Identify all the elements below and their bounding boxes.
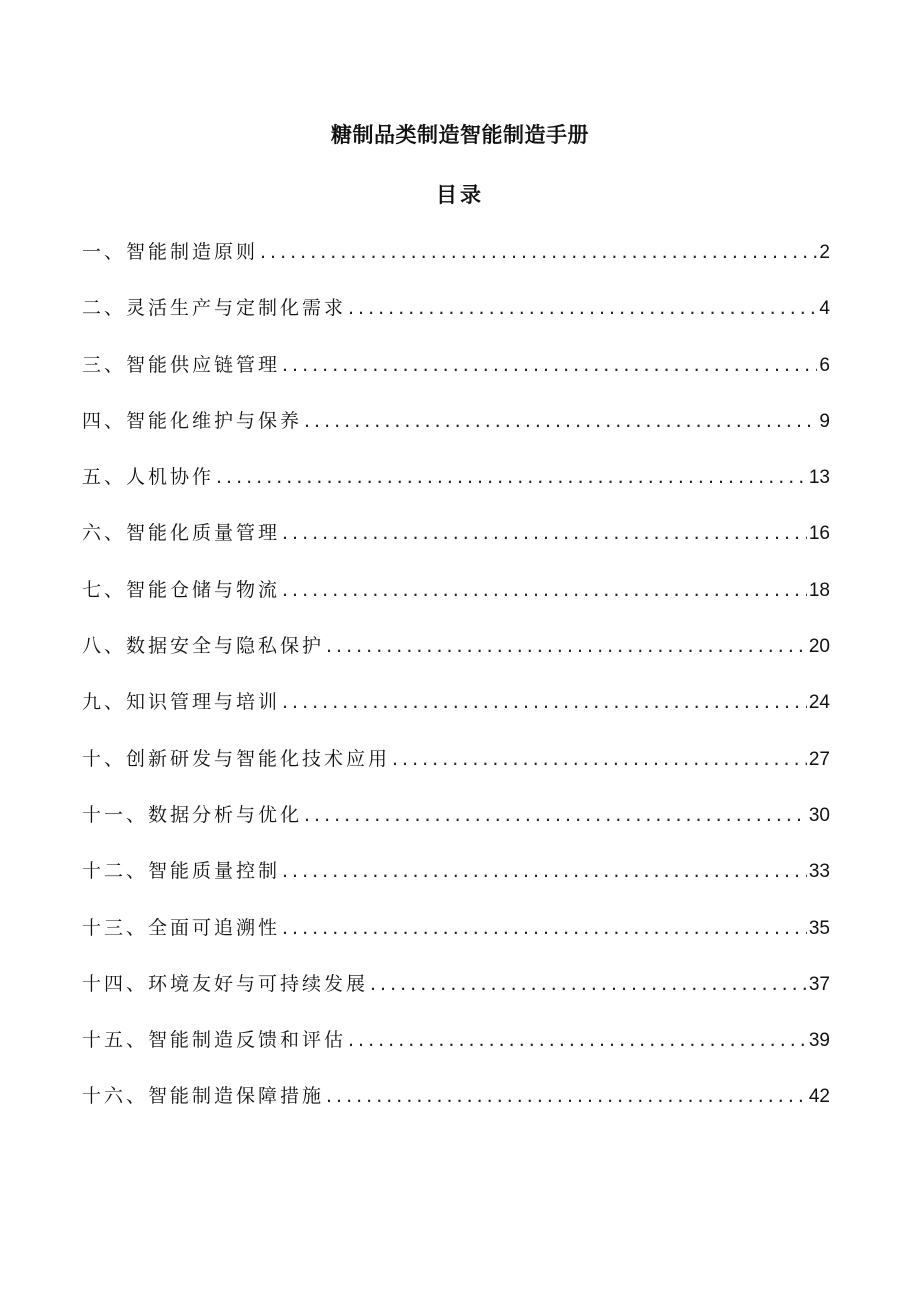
dot-leader	[370, 970, 807, 998]
toc-entry-page: 30	[808, 804, 830, 826]
toc-entry[interactable]	[82, 407, 830, 463]
toc-entry[interactable]	[82, 519, 830, 575]
toc-entry-label: 十一、数据分析与优化	[82, 803, 303, 826]
toc-entry[interactable]	[82, 857, 830, 913]
toc-entry[interactable]	[82, 1082, 830, 1138]
table-of-contents	[82, 238, 830, 1139]
dot-leader	[326, 632, 807, 660]
toc-entry-label: 十三、全面可追溯性	[82, 916, 281, 939]
toc-entry-page: 6	[819, 354, 830, 376]
toc-entry-page: 42	[808, 1086, 830, 1108]
toc-entry-label: 二、灵活生产与定制化需求	[82, 297, 347, 320]
toc-entry[interactable]	[82, 914, 830, 970]
toc-entry-label: 七、智能仓储与物流	[82, 578, 281, 601]
dot-leader	[282, 688, 807, 716]
document-title: 糖制品类制造智能制造手册	[331, 123, 589, 147]
toc-entry[interactable]	[82, 632, 830, 688]
dot-leader	[348, 294, 817, 322]
toc-entry[interactable]	[82, 238, 830, 294]
dot-leader	[304, 407, 817, 435]
toc-entry-page: 13	[808, 467, 830, 489]
toc-entry-page: 16	[808, 523, 830, 545]
toc-entry-page: 33	[808, 861, 830, 883]
toc-entry[interactable]	[82, 801, 830, 857]
toc-entry[interactable]	[82, 463, 830, 519]
dot-leader	[304, 801, 807, 829]
dot-leader	[216, 463, 807, 491]
toc-entry-label: 五、人机协作	[82, 466, 215, 489]
toc-entry-page: 9	[819, 410, 830, 432]
toc-heading: 目录	[436, 183, 484, 207]
toc-entry-page: 24	[808, 692, 830, 714]
toc-entry[interactable]	[82, 294, 830, 350]
toc-entry[interactable]	[82, 351, 830, 407]
dot-leader	[392, 745, 807, 773]
dot-leader	[348, 1026, 807, 1054]
toc-entry-label: 四、智能化维护与保养	[82, 409, 303, 432]
toc-entry-label: 十五、智能制造反馈和评估	[82, 1029, 347, 1052]
toc-entry[interactable]	[82, 576, 830, 632]
toc-entry-page: 35	[808, 917, 830, 939]
dot-leader	[260, 238, 817, 266]
toc-entry-label: 九、知识管理与培训	[82, 691, 281, 714]
toc-entry-page: 18	[808, 579, 830, 601]
toc-entry-label: 十四、环境友好与可持续发展	[82, 972, 369, 995]
toc-entry-page: 37	[808, 973, 830, 995]
toc-entry-label: 三、智能供应链管理	[82, 353, 281, 376]
dot-leader	[282, 914, 807, 942]
toc-entry[interactable]	[82, 745, 830, 801]
toc-entry[interactable]	[82, 970, 830, 1026]
toc-entry-label: 十、创新研发与智能化技术应用	[82, 747, 391, 770]
dot-leader	[326, 1082, 807, 1110]
dot-leader	[282, 857, 807, 885]
toc-entry-page: 27	[808, 748, 830, 770]
toc-entry-page: 2	[819, 242, 830, 263]
dot-leader	[282, 519, 807, 547]
toc-entry-label: 六、智能化质量管理	[82, 522, 281, 545]
toc-entry-label: 十六、智能制造保障措施	[82, 1085, 325, 1108]
toc-entry[interactable]	[82, 1026, 830, 1082]
toc-entry-label: 八、数据安全与隐私保护	[82, 635, 325, 658]
dot-leader	[282, 351, 817, 379]
toc-entry[interactable]	[82, 688, 830, 744]
dot-leader	[282, 576, 807, 604]
toc-entry-page: 20	[808, 636, 830, 658]
toc-entry-label: 一、智能制造原则	[82, 241, 259, 263]
toc-entry-page: 4	[819, 298, 830, 320]
toc-entry-page: 39	[808, 1030, 830, 1052]
toc-entry-label: 十二、智能质量控制	[82, 860, 281, 883]
